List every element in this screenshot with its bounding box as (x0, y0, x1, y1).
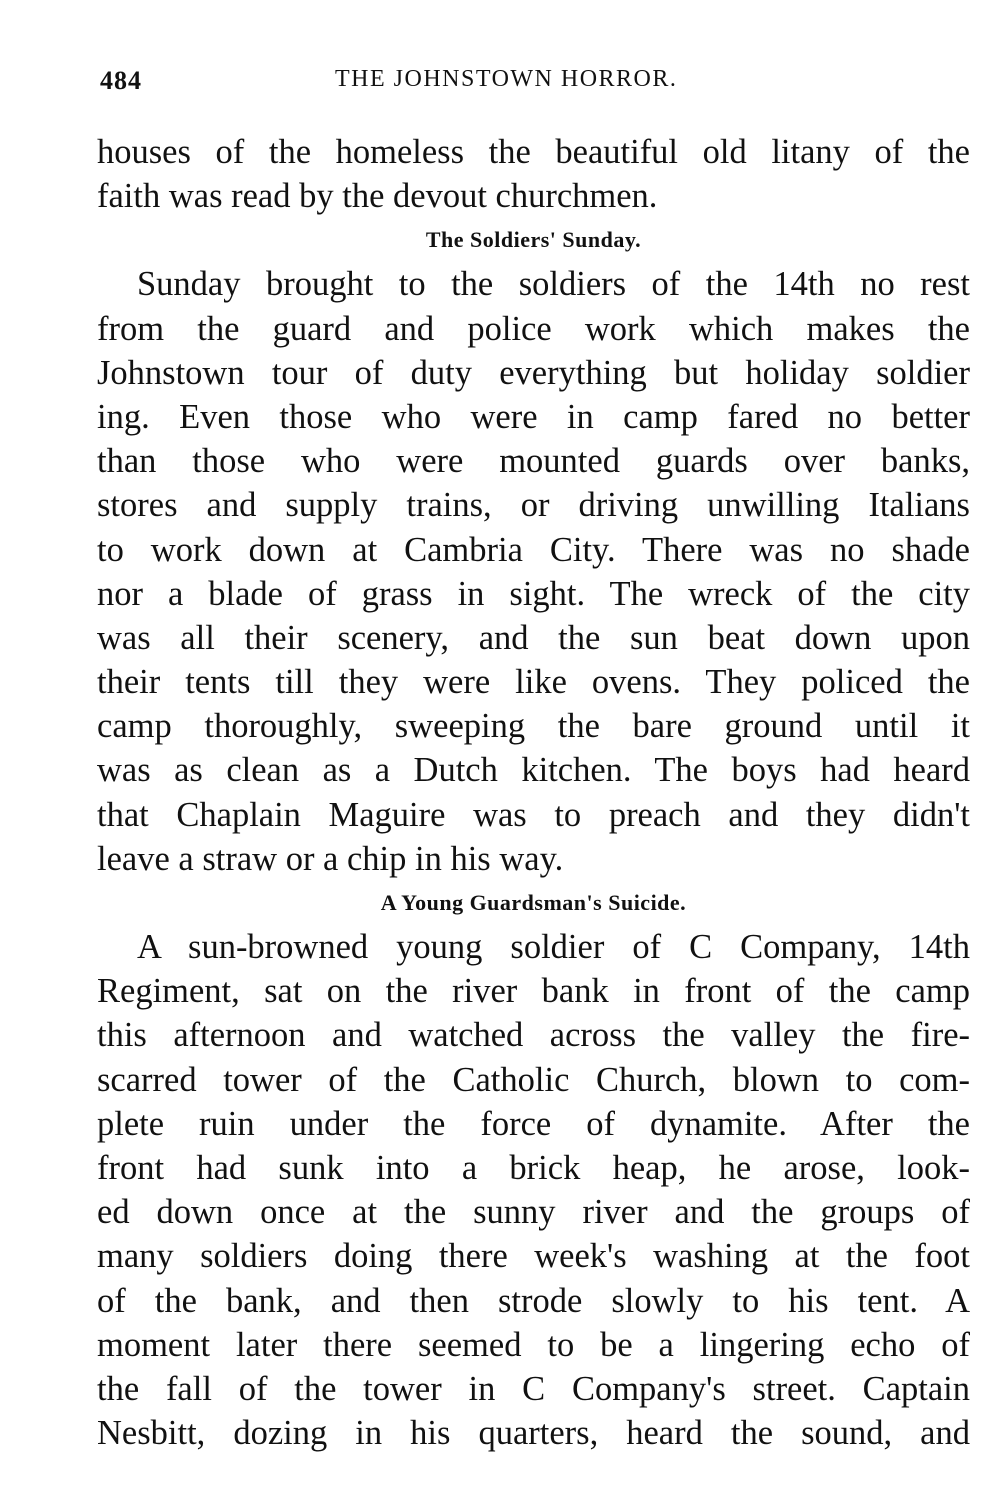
page-number: 484 (100, 66, 142, 95)
running-title: THE JOHNSTOWN HORROR. (335, 66, 678, 92)
text-line: Nesbitt, dozing in his quarters, heard the sound, and (97, 1414, 970, 1453)
text-line: camp thoroughly, sweeping the bare ground until it (97, 707, 970, 746)
text-line: many soldiers doing there week's washing at the foot (97, 1237, 970, 1276)
text-line: moment later there seemed to be a lingering echo of (97, 1325, 970, 1364)
text-line: was all their scenery, and the sun beat down upon (97, 618, 970, 657)
text-line: stores and supply trains, or driving unwilling Italians (97, 486, 970, 525)
text-line: A sun-browned young soldier of C Company, 14th (137, 928, 970, 966)
text-line: plete ruin under the force of dynamite. After the (97, 1104, 970, 1143)
text-line: leave a straw or a chip in his way. (97, 839, 564, 878)
text-line: faith was read by the devout churchmen. (97, 177, 658, 216)
section-heading-soldiers-sunday: The Soldiers' Sunday. (425, 227, 642, 253)
text-line: from the guard and police work which makes the (97, 309, 970, 348)
text-line: front had sunk into a brick heap, he arose, look- (97, 1148, 970, 1187)
text-line: that Chaplain Maguire was to preach and they didn't (97, 795, 970, 834)
text-line: was as clean as a Dutch kitchen. The boys had heard (97, 751, 970, 790)
text-line: ed down once at the sunny river and the groups of (97, 1193, 970, 1232)
section-heading-guardsman-suicide: A Young Guardsman's Suicide. (380, 890, 687, 915)
text-line: Sunday brought to the soldiers of the 14th no rest (137, 265, 970, 304)
text-line: houses of the homeless the beautiful old litany of the (97, 133, 970, 171)
running-header (100, 66, 970, 106)
text-line: this afternoon and watched across the valley the fire- (97, 1016, 970, 1055)
text-line: nor a blade of grass in sight. The wreck of the city (97, 574, 970, 613)
text-line: scarred tower of the Catholic Church, blown to com- (97, 1060, 970, 1099)
text-line: the fall of the tower in C Company's street. Captain (97, 1369, 970, 1408)
body-text (97, 130, 970, 1455)
text-line: of the bank, and then strode slowly to his tent. A (97, 1281, 970, 1320)
text-line: Regiment, sat on the river bank in front of the camp (97, 972, 970, 1011)
text-line: to work down at Cambria City. There was no shade (97, 530, 970, 569)
text-line: ing. Even those who were in camp fared no better (97, 397, 970, 436)
text-line: their tents till they were like ovens. They policed the (97, 663, 970, 702)
text-line: than those who were mounted guards over banks, (97, 442, 970, 481)
text-line: Johnstown tour of duty everything but holiday soldier (97, 353, 970, 392)
